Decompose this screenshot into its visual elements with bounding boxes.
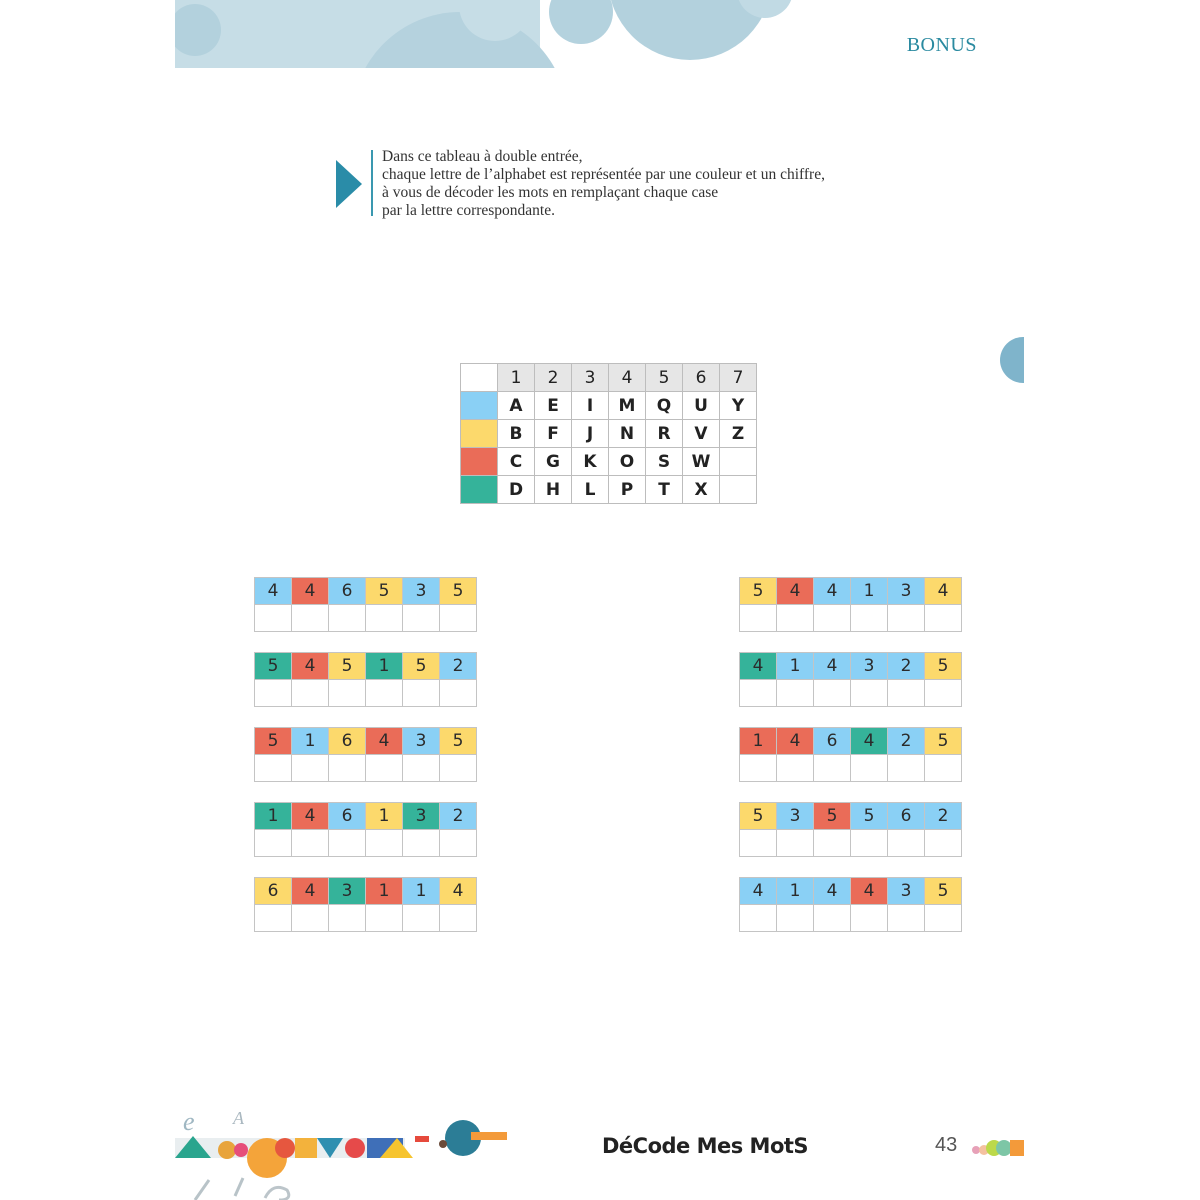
code-cell: 1	[366, 653, 403, 680]
puzzle-grid-10	[739, 877, 962, 932]
key-letter-cell: V	[683, 420, 720, 448]
instruction-line: Dans ce tableau à double entrée,	[382, 148, 583, 165]
answer-cell[interactable]	[740, 680, 777, 707]
code-cell: 6	[329, 578, 366, 605]
answer-cell[interactable]	[888, 680, 925, 707]
code-cell: 1	[255, 803, 292, 830]
key-letter-cell: I	[572, 392, 609, 420]
code-cell: 4	[255, 578, 292, 605]
answer-row	[740, 905, 962, 932]
key-letter-cell: W	[683, 448, 720, 476]
key-row-blue	[461, 392, 757, 420]
brand-logo-text: DéCode Mes MotS	[602, 1134, 809, 1158]
key-letter-cell: P	[609, 476, 646, 504]
key-color-swatch	[461, 420, 498, 448]
key-letter-cell: Q	[646, 392, 683, 420]
code-cell: 3	[888, 578, 925, 605]
code-cell: 5	[329, 653, 366, 680]
puzzle-grid-9	[739, 802, 962, 857]
key-letter-cell: T	[646, 476, 683, 504]
answer-cell[interactable]	[814, 755, 851, 782]
answer-cell[interactable]	[925, 905, 962, 932]
answer-cell[interactable]	[366, 605, 403, 632]
code-cell: 5	[814, 803, 851, 830]
instruction-line: chaque lettre de l’alphabet est représentée par une couleur et un chiffre,	[382, 166, 825, 183]
answer-cell[interactable]	[777, 905, 814, 932]
key-letter-cell: J	[572, 420, 609, 448]
key-column-number: 2	[535, 364, 572, 392]
code-cell: 1	[292, 728, 329, 755]
code-cell: 6	[329, 803, 366, 830]
answer-cell[interactable]	[292, 830, 329, 857]
code-cell: 3	[403, 728, 440, 755]
puzzle-grid-1	[254, 577, 477, 632]
code-row	[740, 578, 962, 605]
answer-row	[255, 905, 477, 932]
answer-cell[interactable]	[292, 755, 329, 782]
answer-row	[255, 830, 477, 857]
side-tab	[1000, 337, 1024, 383]
code-cell: 1	[403, 878, 440, 905]
answer-cell[interactable]	[440, 830, 477, 857]
answer-cell[interactable]	[329, 605, 366, 632]
instruction-line: à vous de décoder les mots en remplaçant chaque case	[382, 184, 719, 201]
code-cell: 5	[851, 803, 888, 830]
key-letter-cell: Y	[720, 392, 757, 420]
code-cell: 2	[925, 803, 962, 830]
code-cell: 4	[292, 803, 329, 830]
answer-cell[interactable]	[329, 830, 366, 857]
code-cell: 6	[329, 728, 366, 755]
code-row	[740, 728, 962, 755]
answer-cell[interactable]	[888, 755, 925, 782]
code-cell: 4	[814, 653, 851, 680]
answer-cell[interactable]	[925, 680, 962, 707]
code-cell: 4	[440, 878, 477, 905]
answer-row	[740, 605, 962, 632]
answer-cell[interactable]	[440, 905, 477, 932]
code-cell: 5	[925, 878, 962, 905]
answer-cell[interactable]	[925, 605, 962, 632]
answer-cell[interactable]	[851, 605, 888, 632]
key-row-red	[461, 448, 757, 476]
key-color-swatch	[461, 392, 498, 420]
key-letter-cell: N	[609, 420, 646, 448]
code-cell: 6	[255, 878, 292, 905]
decor-letter-e: e	[183, 1107, 195, 1136]
puzzle-grid-8	[739, 727, 962, 782]
key-column-number: 3	[572, 364, 609, 392]
code-cell: 2	[888, 653, 925, 680]
answer-row	[255, 680, 477, 707]
answer-cell[interactable]	[366, 680, 403, 707]
code-row	[740, 878, 962, 905]
key-corner-cell	[461, 364, 498, 392]
key-letter-cell: G	[535, 448, 572, 476]
answer-cell[interactable]	[777, 830, 814, 857]
section-label: BONUS	[906, 34, 977, 56]
key-letter-cell: H	[535, 476, 572, 504]
key-letter-cell: Z	[720, 420, 757, 448]
code-cell: 5	[440, 578, 477, 605]
code-row	[255, 803, 477, 830]
key-letter-cell: C	[498, 448, 535, 476]
answer-cell[interactable]	[925, 830, 962, 857]
code-cell: 5	[403, 653, 440, 680]
code-cell: 1	[740, 728, 777, 755]
key-letter-cell	[720, 448, 757, 476]
answer-cell[interactable]	[403, 605, 440, 632]
answer-cell[interactable]	[851, 830, 888, 857]
answer-cell[interactable]	[740, 755, 777, 782]
answer-cell[interactable]	[851, 905, 888, 932]
answer-cell[interactable]	[814, 680, 851, 707]
key-column-number: 4	[609, 364, 646, 392]
answer-cell[interactable]	[292, 605, 329, 632]
code-row	[255, 578, 477, 605]
answer-cell[interactable]	[740, 605, 777, 632]
key-letter-cell: O	[609, 448, 646, 476]
code-cell: 2	[888, 728, 925, 755]
answer-cell[interactable]	[888, 905, 925, 932]
workbook-page	[175, 0, 1024, 1200]
key-letter-cell: R	[646, 420, 683, 448]
code-cell: 3	[403, 803, 440, 830]
answer-cell[interactable]	[403, 905, 440, 932]
answer-cell[interactable]	[925, 755, 962, 782]
code-cell: 4	[851, 878, 888, 905]
key-letter-cell: X	[683, 476, 720, 504]
answer-cell[interactable]	[403, 830, 440, 857]
code-cell: 5	[366, 578, 403, 605]
code-cell: 1	[366, 878, 403, 905]
answer-cell[interactable]	[777, 755, 814, 782]
answer-cell[interactable]	[440, 680, 477, 707]
answer-cell[interactable]	[292, 680, 329, 707]
code-cell: 1	[366, 803, 403, 830]
answer-cell[interactable]	[814, 905, 851, 932]
code-row	[255, 653, 477, 680]
answer-cell[interactable]	[403, 680, 440, 707]
play-arrow-icon	[336, 160, 362, 208]
answer-cell[interactable]	[255, 830, 292, 857]
key-row-green	[461, 476, 757, 504]
code-cell: 3	[888, 878, 925, 905]
answer-cell[interactable]	[888, 830, 925, 857]
code-cell: 4	[925, 578, 962, 605]
key-letter-cell: L	[572, 476, 609, 504]
code-cell: 2	[440, 653, 477, 680]
code-cell: 5	[925, 653, 962, 680]
code-cell: 4	[814, 878, 851, 905]
answer-row	[740, 755, 962, 782]
code-cell: 3	[329, 878, 366, 905]
footer-dots-decoration	[970, 1136, 1024, 1160]
code-row	[255, 728, 477, 755]
answer-cell[interactable]	[403, 755, 440, 782]
code-cell: 4	[740, 878, 777, 905]
code-cell: 4	[292, 578, 329, 605]
answer-cell[interactable]	[440, 605, 477, 632]
answer-cell[interactable]	[814, 605, 851, 632]
puzzle-grid-5	[254, 877, 477, 932]
answer-cell[interactable]	[740, 830, 777, 857]
answer-cell[interactable]	[292, 905, 329, 932]
code-cell: 2	[440, 803, 477, 830]
code-cell: 4	[814, 578, 851, 605]
answer-cell[interactable]	[329, 680, 366, 707]
code-cell: 6	[888, 803, 925, 830]
puzzle-grid-6	[739, 577, 962, 632]
answer-cell[interactable]	[814, 830, 851, 857]
code-cell: 4	[292, 878, 329, 905]
code-cell: 5	[740, 803, 777, 830]
decoding-key-table	[460, 363, 757, 504]
key-letter-cell	[720, 476, 757, 504]
answer-row	[255, 605, 477, 632]
key-column-number: 6	[683, 364, 720, 392]
code-row	[740, 803, 962, 830]
answer-cell[interactable]	[440, 755, 477, 782]
puzzle-grid-3	[254, 727, 477, 782]
code-row	[740, 653, 962, 680]
key-letter-cell: F	[535, 420, 572, 448]
code-cell: 3	[851, 653, 888, 680]
code-cell: 4	[366, 728, 403, 755]
answer-cell[interactable]	[777, 605, 814, 632]
key-row-yellow	[461, 420, 757, 448]
answer-cell[interactable]	[366, 830, 403, 857]
footer-shapes-decoration	[175, 1100, 515, 1200]
key-letter-cell: U	[683, 392, 720, 420]
page-number: 43	[935, 1134, 958, 1156]
code-cell: 5	[740, 578, 777, 605]
key-column-number: 5	[646, 364, 683, 392]
code-cell: 1	[851, 578, 888, 605]
answer-cell[interactable]	[740, 905, 777, 932]
key-color-swatch	[461, 448, 498, 476]
code-cell: 5	[255, 728, 292, 755]
answer-cell[interactable]	[366, 755, 403, 782]
answer-cell[interactable]	[851, 755, 888, 782]
answer-cell[interactable]	[888, 605, 925, 632]
key-column-number: 1	[498, 364, 535, 392]
answer-row	[740, 680, 962, 707]
key-letter-cell: E	[535, 392, 572, 420]
puzzle-grid-7	[739, 652, 962, 707]
code-cell: 5	[255, 653, 292, 680]
answer-cell[interactable]	[255, 605, 292, 632]
code-cell: 4	[777, 578, 814, 605]
key-letter-cell: K	[572, 448, 609, 476]
puzzle-grid-2	[254, 652, 477, 707]
answer-cell[interactable]	[255, 680, 292, 707]
code-cell: 6	[814, 728, 851, 755]
puzzle-grid-4	[254, 802, 477, 857]
answer-cell[interactable]	[777, 680, 814, 707]
instructions-text	[382, 148, 825, 220]
key-letter-cell: B	[498, 420, 535, 448]
key-letter-cell: M	[609, 392, 646, 420]
code-cell: 3	[777, 803, 814, 830]
instruction-divider	[371, 150, 373, 216]
key-header-row	[461, 364, 757, 392]
code-cell: 4	[851, 728, 888, 755]
code-cell: 4	[292, 653, 329, 680]
answer-cell[interactable]	[366, 905, 403, 932]
answer-cell[interactable]	[255, 905, 292, 932]
answer-cell[interactable]	[255, 755, 292, 782]
answer-cell[interactable]	[329, 905, 366, 932]
key-letter-cell: S	[646, 448, 683, 476]
answer-cell[interactable]	[851, 680, 888, 707]
code-cell: 1	[777, 653, 814, 680]
code-cell: 4	[777, 728, 814, 755]
code-cell: 1	[777, 878, 814, 905]
decor-letter-a: A	[233, 1108, 244, 1128]
code-cell: 5	[925, 728, 962, 755]
code-row	[255, 878, 477, 905]
key-letter-cell: D	[498, 476, 535, 504]
instruction-line: par la lettre correspondante.	[382, 202, 555, 219]
key-color-swatch	[461, 476, 498, 504]
code-cell: 4	[740, 653, 777, 680]
key-letter-cell: A	[498, 392, 535, 420]
answer-cell[interactable]	[329, 755, 366, 782]
answer-row	[255, 755, 477, 782]
answer-row	[740, 830, 962, 857]
code-cell: 3	[403, 578, 440, 605]
code-cell: 5	[440, 728, 477, 755]
key-column-number: 7	[720, 364, 757, 392]
header-bubbles-decoration	[175, 0, 1024, 70]
